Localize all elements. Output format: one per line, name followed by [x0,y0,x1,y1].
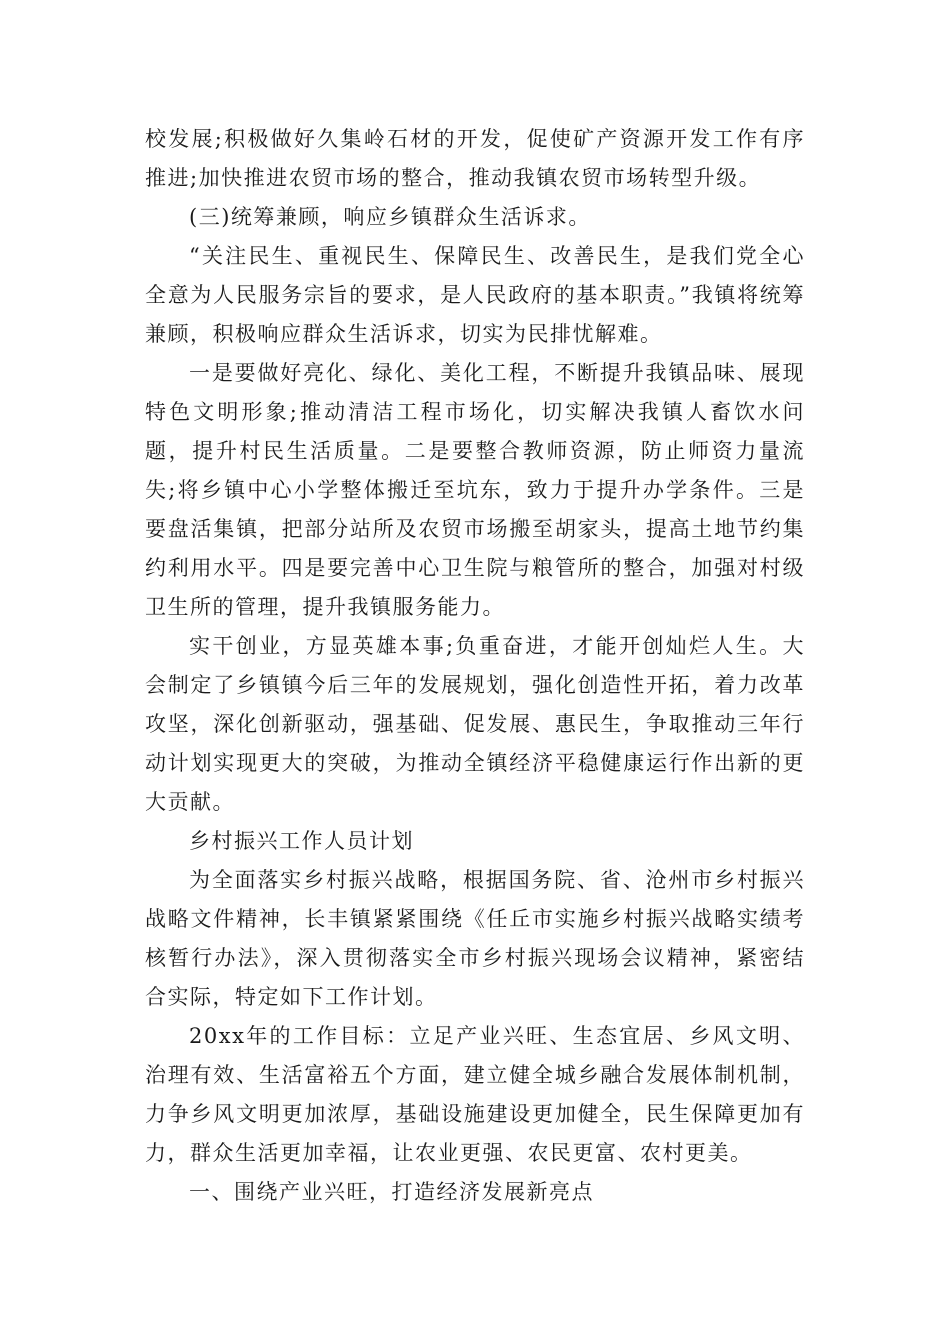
paragraph-intro: 为全面落实乡村振兴战略，根据国务院、省、沧州市乡村振兴战略文件精神，长丰镇紧紧围绕《任丘市实施乡村振兴战略实绩考核暂行办法》，深入贯彻落实全市乡村振兴现场会议精神，紧密结合实际，特定如下工作计划。 [145,868,805,1009]
section-heading-3: (三)统筹兼顾，响应乡镇群众生活诉求。 [189,205,591,229]
paragraph-livelihood-quote: “关注民生、重视民生、保障民生、改善民生，是我们党全心全意为人民服务宗旨的要求，是人民政府的基本职责。”我镇将统筹兼顾，积极响应群众生活诉求，切实为民排忧解难。 [145,244,805,346]
document-title: 乡村振兴工作人员计划 [189,829,414,853]
paragraph-goals: 20xx年的工作目标：立足产业兴旺、生态宜居、乡风文明、治理有效、生活富裕五个方面，建立健全城乡融合发展体制机制，力争乡风文明更加浓厚，基础设施建设更加健全，民生保障更加有力，群众生活更加幸福，让农业更强、农民更富、农村更美。 [145,1024,805,1165]
paragraph-continuation: 校发展;积极做好久集岭石材的开发，促使矿产资源开发工作有序推进;加快推进农贸市场的整合，推动我镇农贸市场转型升级。 [145,127,805,190]
paragraph-livelihood-tasks: 一是要做好亮化、绿化、美化工程，不断提升我镇品味、展现特色文明形象;推动清洁工程市场化，切实解决我镇人畜饮水问题，提升村民生活质量。二是要整合教师资源，防止师资力量流失;将乡镇中心小学整体搬迁至坑东，致力于提升办学条件。三是要盘活集镇，把部分站所及农贸市场搬至胡家头，提高土地节约集约利用水平。四是要完善中心卫生院与粮管所的整合，加强对村级卫生所的管理，提升我镇服务能力。 [145,361,805,619]
section-heading-1: 一、围绕产业兴旺，打造经济发展新亮点 [189,1180,594,1204]
paragraph-conclusion: 实干创业，方显英雄本事;负重奋进，才能开创灿烂人生。大会制定了乡镇镇今后三年的发展规划，强化创造性开拓，着力改革攻坚，深化创新驱动，强基础、促发展、惠民生，争取推动三年行动计划实现更大的突破，为推动全镇经济平稳健康运行作出新的更大贡献。 [145,634,805,814]
document-body [145,120,805,1212]
